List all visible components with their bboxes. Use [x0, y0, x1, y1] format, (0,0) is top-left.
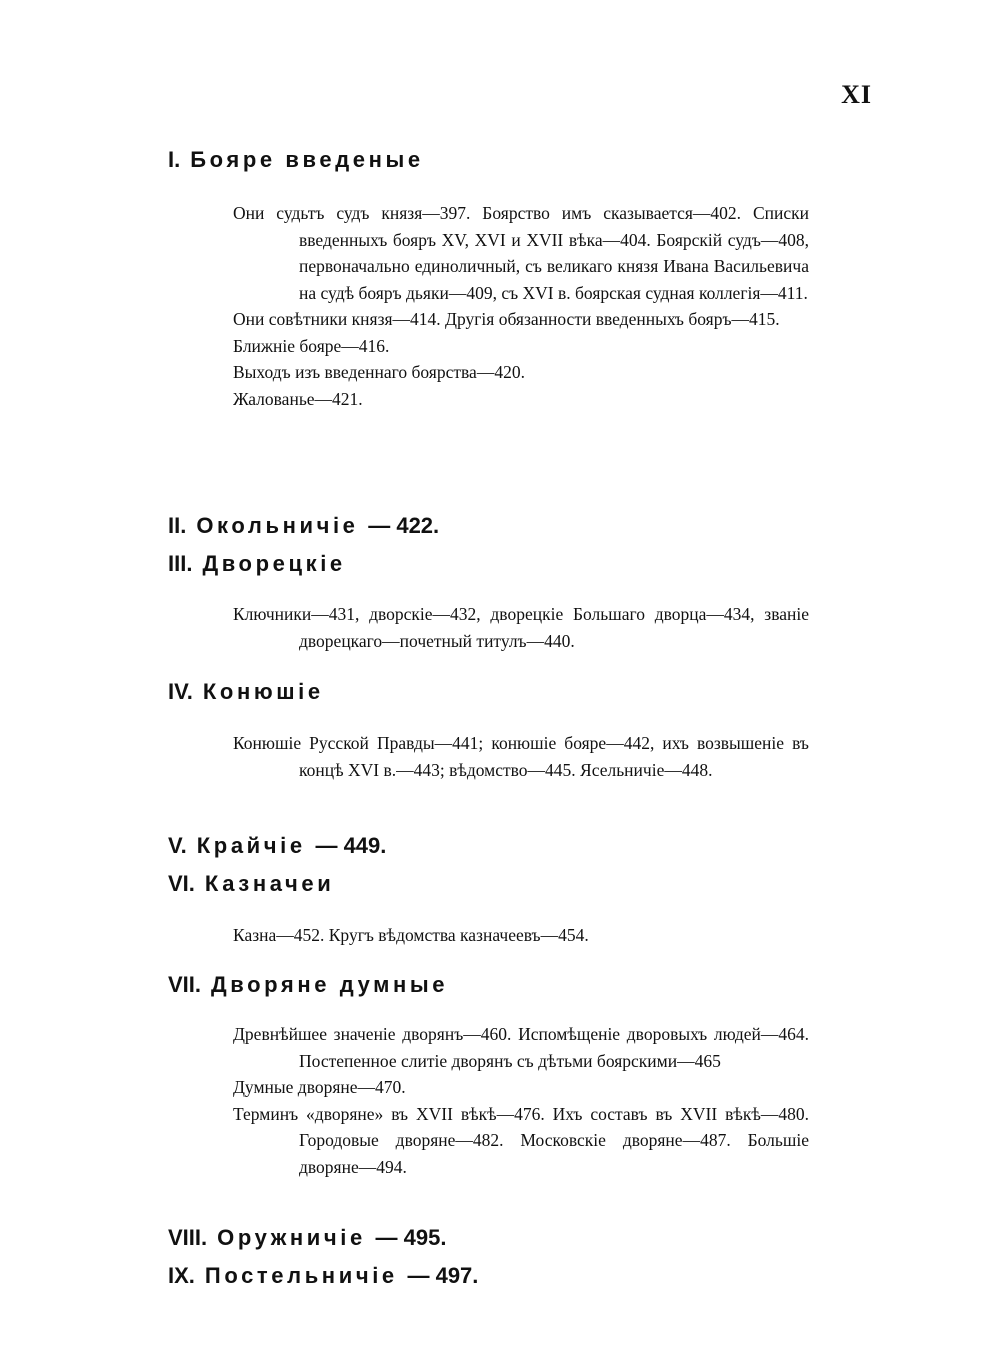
section-entries-3: [233, 601, 809, 654]
section-heading-5: [168, 833, 386, 859]
section-entries-1: [233, 200, 809, 412]
section-entries-7: [233, 1021, 809, 1180]
section-page: — 449.: [315, 833, 387, 858]
section-entries-6: [233, 922, 809, 949]
list-item: Они судьтъ судъ князя—397. Боярство имъ сказывается—402. Списки введенныхъ бояръ XV, XVI и XVII вѣка—404. Боярскій судъ—408, первоначально единоличный, съ великаго князя Ивана Васильевича на судѣ бояръ дьяки—409, съ XVI в. боярская судная коллегія—411.: [233, 203, 809, 303]
section-title: Конюшіе: [202, 679, 324, 704]
section-heading-1: [168, 147, 424, 173]
section-title: Дворецкіе: [202, 551, 346, 576]
section-number: VII.: [168, 972, 202, 997]
section-number: IV.: [168, 679, 193, 704]
section-heading-8: [168, 1225, 446, 1251]
list-item: Ключники—431, дворскіе—432, дворецкіе Большаго дворца—434, званіе дворецкаго—почетный титулъ—440.: [233, 604, 809, 651]
list-item: Ближніе бояре—416.: [233, 335, 390, 356]
list-item: Выходъ изъ введеннаго боярства—420.: [233, 362, 525, 382]
section-heading-3: [168, 551, 346, 577]
page-number: XI: [841, 80, 872, 109]
section-heading-6: [168, 871, 334, 897]
section-number: VI.: [168, 871, 195, 896]
list-item: Конюшіе Русской Правды—441; конюшіе бояре—442, ихъ возвышеніе въ концѣ XVI в.—443; вѣдомство—445. Ясельничіе—448.: [233, 733, 809, 780]
section-number: II.: [168, 513, 187, 538]
section-title: Казначеи: [204, 871, 335, 896]
list-item: Думные дворяне—470.: [233, 1077, 406, 1097]
list-item: Они совѣтники князя—414. Другія обязанности введенныхъ бояръ—415.: [233, 309, 780, 329]
list-item: Казна—452. Кругъ вѣдомства казначеевъ—454.: [233, 925, 589, 945]
section-heading-4: [168, 679, 324, 705]
section-entries-4: [233, 730, 809, 783]
section-number: VIII.: [168, 1225, 208, 1250]
list-item: Терминъ «дворяне» въ XVII вѣкѣ—476. Ихъ составъ въ XVII вѣкѣ—480. Городовые дворяне—482. Московскіе дворяне—487. Большіе дворяне—494.: [233, 1103, 809, 1177]
section-number: III.: [168, 551, 193, 576]
list-item: Жалованье—421.: [233, 388, 363, 409]
list-item: Древнѣйшее значеніе дворянъ—460. Испомѣщеніе дворовыхъ людей—464. Постепенное слитіе дворянъ съ дѣтьми боярскими—465: [233, 1024, 809, 1071]
section-number: I.: [168, 147, 181, 172]
section-page: — 497.: [407, 1263, 479, 1288]
section-page: — 422.: [368, 513, 440, 538]
section-heading-7: [168, 972, 448, 998]
section-title: Бояре введеные: [190, 147, 424, 172]
section-title: Дворяне думные: [211, 972, 449, 997]
section-title: Оружничіе: [217, 1225, 366, 1250]
section-title: Окольничіе: [196, 513, 359, 538]
section-number: IX.: [168, 1263, 195, 1288]
section-title: Крайчіе: [196, 833, 306, 858]
section-number: V.: [168, 833, 187, 858]
section-heading-2: [168, 513, 439, 539]
section-title: Постельничіе: [204, 1263, 398, 1288]
section-heading-9: [168, 1263, 478, 1289]
section-page: — 495.: [375, 1225, 447, 1250]
